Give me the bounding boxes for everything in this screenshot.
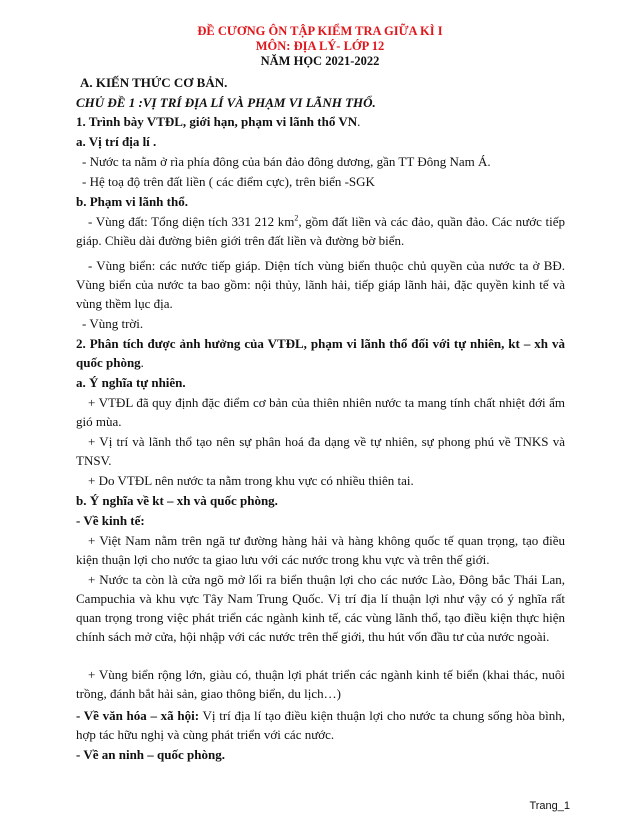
natural-meaning-heading: a. Ý nghĩa tự nhiên.	[76, 375, 186, 390]
topic-1-heading: CHỦ ĐỀ 1 :VỊ TRÍ ĐỊA LÍ VÀ PHẠM VI LÃNH THỔ.	[76, 95, 376, 110]
culture-paragraph	[76, 706, 565, 744]
part-a-heading: A. KIẾN THỨC CƠ BẢN.	[80, 75, 228, 90]
question-1-text: 1. Trình bày VTĐL, giới hạn, phạm vi lãnh thổ VN	[76, 114, 358, 129]
document-subject: MÔN: ĐỊA LÝ- LỚP 12	[255, 39, 385, 53]
culture-text: Vị trí địa lí tạo điều kiện thuận lợi cho nước ta chung sống hòa bình, hợp tác hữu nghị và cùng phát triển với các nước.	[76, 708, 566, 742]
economy-heading: - Về kinh tế:	[76, 513, 145, 528]
land-text-post: , gồm đất liền và các đảo, quần đảo. Các nước tiếp giáp. Chiều dài đường biên giới trên đất liền và đường bờ biển.	[76, 214, 566, 248]
land-superscript: 2	[294, 213, 299, 223]
section-b-airspace: - Vùng trời.	[82, 316, 144, 331]
security-heading: - Về an ninh – quốc phòng.	[76, 747, 225, 762]
document-title: ĐỀ CƯƠNG ÔN TẬP KIỂM TRA GIỮA KÌ I	[197, 24, 443, 38]
section-a-point-2: - Hệ toạ độ trên đất liền ( các điểm cực), trên biển -SGK	[82, 174, 375, 189]
question-2-period: .	[140, 355, 144, 370]
question-2	[76, 334, 565, 372]
question-1-period: .	[357, 114, 361, 129]
culture-heading: - Về văn hóa – xã hội:	[76, 708, 200, 723]
natural-point-1: + VTĐL đã quy định đặc điểm cơ bản của thiên nhiên nước ta mang tính chất nhiệt đới ẩm gió mùa.	[76, 395, 565, 429]
land-text-pre: - Vùng đất: Tổng diện tích 331 212 km	[88, 214, 295, 229]
natural-point-2: + Vị trí và lãnh thổ tạo nên sự phân hoá đa dạng về tự nhiên, sự phong phú về TNKS và TNSV.	[76, 434, 565, 468]
section-b-sea: - Vùng biển: các nước tiếp giáp. Diện tích vùng biển thuộc chủ quyền của nước ta ở BĐ. Vùng biển của nước ta bao gồm: nội thủy, lãnh hải, tiếp giáp lãnh hải, đặc quyền kinh tế và vùng thềm lục địa.	[76, 258, 565, 311]
socioeconomic-heading: b. Ý nghĩa về kt – xh và quốc phòng.	[76, 493, 278, 508]
section-b-land	[76, 212, 565, 250]
section-a-heading: a. Vị trí địa lí .	[76, 134, 157, 149]
economy-point-3: + Vùng biển rộng lớn, giàu có, thuận lợi phát triển các ngành kinh tế biển (khai thác, nuôi trồng, đánh bắt hải sản, giao thông biển, du lịch…)	[76, 667, 565, 701]
section-a-point-1: - Nước ta nằm ở rìa phía đông của bán đảo đông dương, gần TT Đông Nam Á.	[82, 154, 491, 169]
economy-point-1: + Việt Nam nằm trên ngã tư đường hàng hải và hàng không quốc tế quan trọng, tạo điều kiện thuận lợi cho nước ta giao lưu với các nước trong khu vực và trên thế giới.	[76, 533, 565, 567]
page-number: Trang_1	[529, 800, 570, 812]
document-year: NĂM HỌC 2021-2022	[260, 54, 380, 68]
economy-point-2: + Nước ta còn là cửa ngõ mở lối ra biển thuận lợi cho các nước Lào, Đông bắc Thái Lan, Campuchia và khu vực Tây Nam Trung Quốc. Vị trí địa lí thuận lợi như vậy có ý nghĩa rất quan trọng trong việc phát triển các ngành kinh tế, các vùng lãnh thổ, tạo điều kiện thực hiện chính sách mở cửa, hội nhập với các nước trên thế giới, thu hút vốn đầu tư của nước ngoài.	[76, 572, 565, 644]
section-b-heading: b. Phạm vi lãnh thổ.	[76, 194, 188, 209]
natural-point-3: + Do VTĐL nên nước ta nằm trong khu vực có nhiều thiên tai.	[88, 473, 414, 488]
question-1	[76, 112, 360, 131]
question-2-text: 2. Phân tích được ảnh hưởng của VTĐL, phạm vi lãnh thổ đối với tự nhiên, kt – xh và quốc phòng	[76, 336, 565, 370]
